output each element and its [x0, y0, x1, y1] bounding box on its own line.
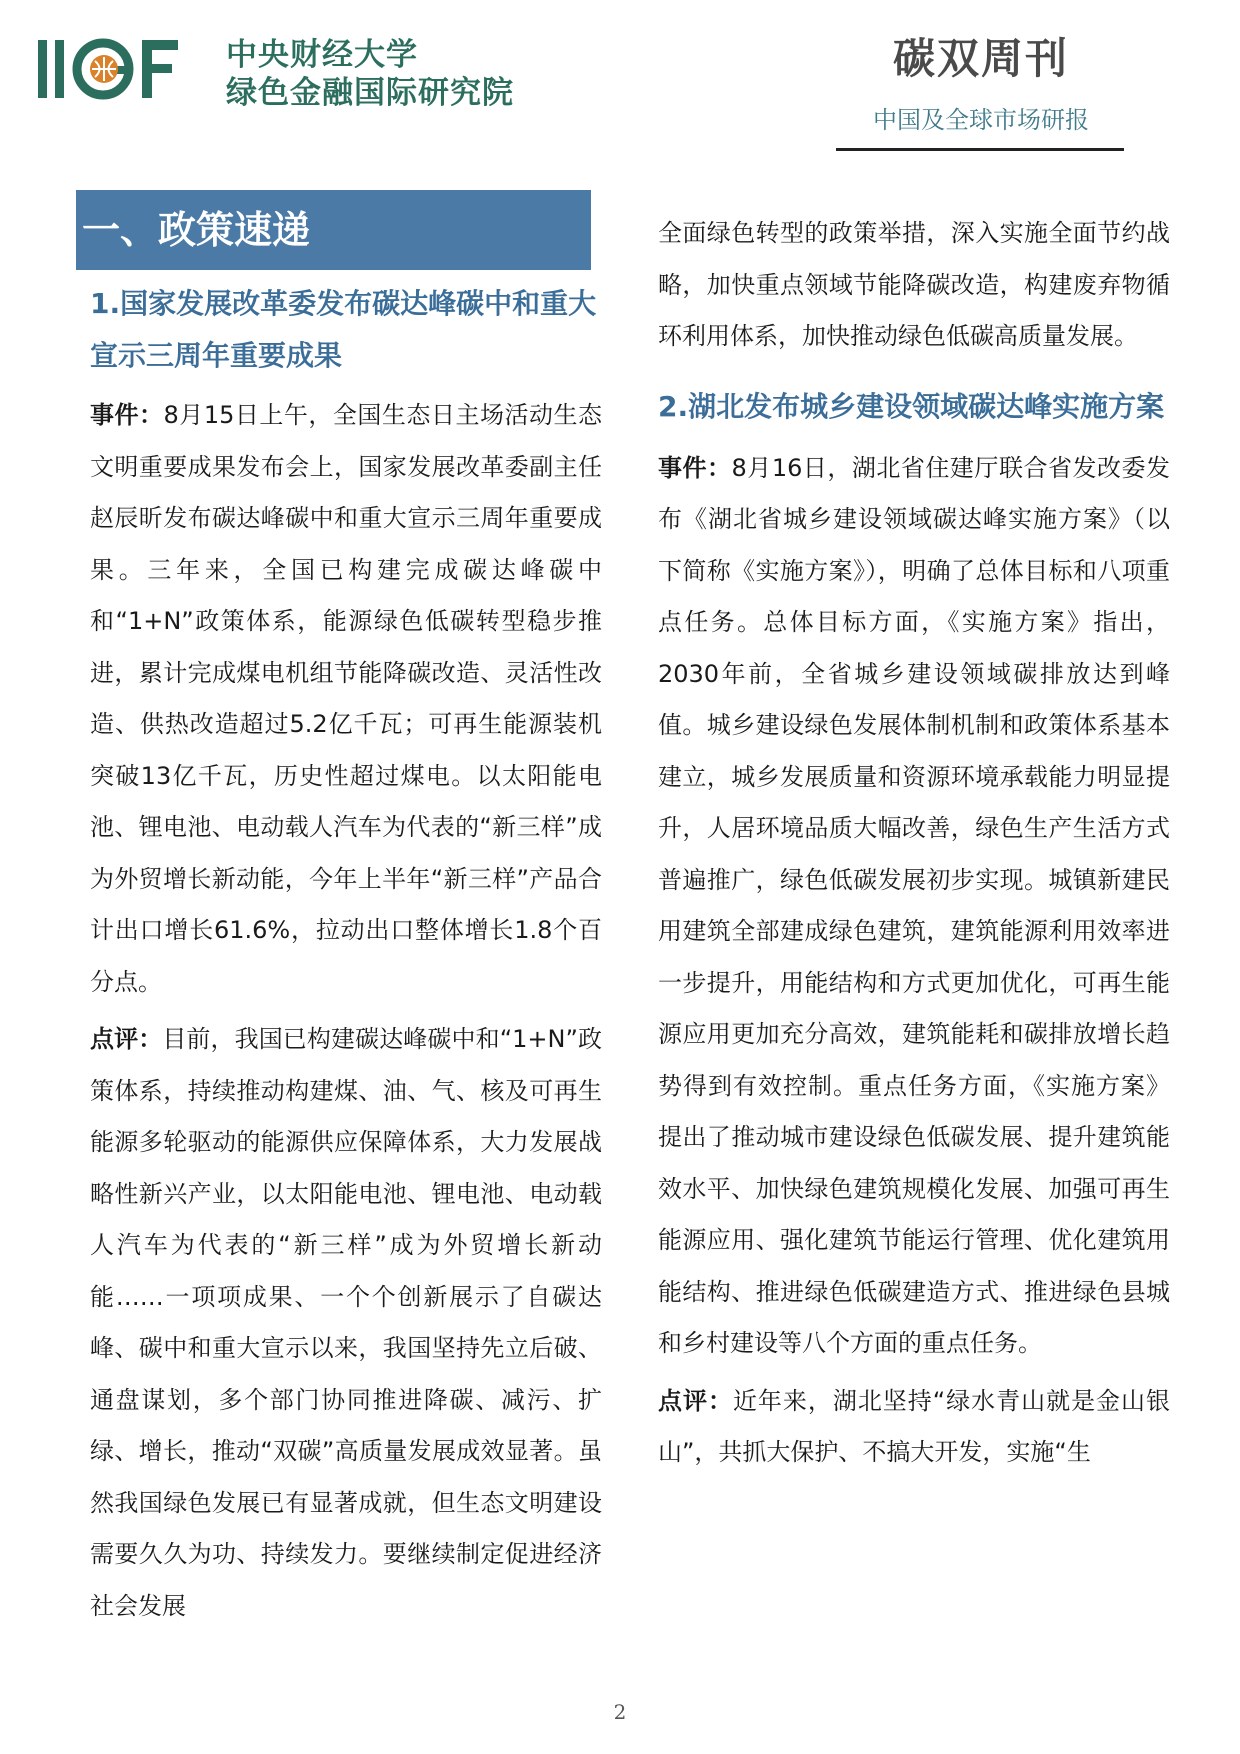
- logo-text: IIGF: [38, 36, 40, 37]
- article-1-heading: 1.国家发展改革委发布碳达峰碳中和重大宣示三周年重要成果: [90, 287, 597, 372]
- publication-title: 碳双周刊: [892, 34, 1069, 83]
- article-1-event-text: 8月15日上午，全国生态日主场活动生态文明重要成果发布会上，国家发展改革委副主任赵辰昕发布碳达峰碳中和重大宣示三周年重要成果。三年来，全国已构建完成碳达峰碳中和“1+N”政策体系，能源绿色低碳转型稳步推进，累计完成煤电机组节能降碳改造、灵活性改造、供热改造超过5.2亿千瓦；可再生能源装机突破13亿千瓦，历史性超过煤电。以太阳能电池、锂电池、电动载人汽车为代表的“新三样”成为外贸增长新动能，今年上半年“新三样”产品合计出口增长61.6%，拉动出口整体增长1.8个百分点。: [90, 401, 602, 996]
- article-2-event: [658, 443, 1170, 1370]
- section-title: 一、政策速递: [76, 190, 591, 270]
- article-1-comment-continued: 全面绿色转型的政策举措，深入实施全面节约战略，加快重点领域节能降碳改造，构建废弃物循环利用体系，加快推动绿色低碳高质量发展。: [658, 219, 1170, 350]
- article-2-heading: 2.湖北发布城乡建设领域碳达峰实施方案: [658, 389, 1165, 423]
- page-number: 2: [613, 1700, 627, 1724]
- event-label: 事件：: [658, 453, 732, 482]
- comment-label: 点评：: [658, 1386, 733, 1415]
- org-line-2: 绿色金融国际研究院: [226, 75, 514, 111]
- article-1-comment-text: 目前，我国已构建碳达峰碳中和“1+N”政策体系，持续推动构建煤、油、气、核及可再生能源多轮驱动的能源供应保障体系，大力发展战略性新兴产业，以太阳能电池、锂电池、电动载人汽车为代表的“新三样”成为外贸增长新动能……一项项成果、一个个创新展示了自碳达峰、碳中和重大宣示以来，我国坚持先立后破、通盘谋划，多个部门协同推进降碳、减污、扩绿、增长，推动“双碳”高质量发展成效显著。虽然我国绿色发展已有显著成就，但生态文明建设需要久久为功、持续发力。要继续制定促进经济社会发展: [90, 1025, 603, 1620]
- right-column: [658, 208, 1170, 1479]
- comment-label: 点评：: [90, 1025, 163, 1053]
- iigf-logo: [38, 36, 208, 106]
- article-2-comment-text: 近年来，湖北坚持“绿水青山就是金山银山”，共抓大保护、不搞大开发，实施“生: [658, 1386, 1170, 1466]
- organization-name: [226, 36, 514, 112]
- event-label: 事件：: [90, 401, 164, 429]
- article-2-event-text: 8月16日，湖北省住建厅联合省发改委发布《湖北省城乡建设领域碳达峰实施方案》（以下简称《实施方案》），明确了总体目标和八项重点任务。总体目标方面，《实施方案》指出，2030年前，全省城乡建设领域碳排放达到峰值。城乡建设绿色发展体制机制和政策体系基本建立，城乡发展质量和资源环境承载能力明显提升，人居环境品质大幅改善，绿色生产生活方式普遍推广，绿色低碳发展初步实现。城镇新建民用建筑全部建成绿色建筑，建筑能源利用效率进一步提升，用能结构和方式更加优化，可再生能源应用更加充分高效，建筑能耗和碳排放增长趋势得到有效控制。重点任务方面，《实施方案》提出了推动城市建设绿色低碳发展、提升建筑能效水平、加快绿色建筑规模化发展、加强可再生能源应用、强化建筑节能运行管理、优化建筑用能结构、推进绿色低碳建造方式、推进绿色县城和乡村建设等八个方面的重点任务。: [658, 453, 1170, 1357]
- article-1-event: [90, 390, 602, 1008]
- masthead: [838, 30, 1124, 140]
- article-2-comment: [658, 1376, 1170, 1479]
- masthead-divider: [836, 148, 1124, 151]
- org-line-1: 中央财经大学: [226, 37, 418, 73]
- left-column: [90, 278, 602, 1632]
- article-1-comment: [90, 1014, 602, 1632]
- publication-subtitle: 中国及全球市场研报: [873, 106, 1089, 134]
